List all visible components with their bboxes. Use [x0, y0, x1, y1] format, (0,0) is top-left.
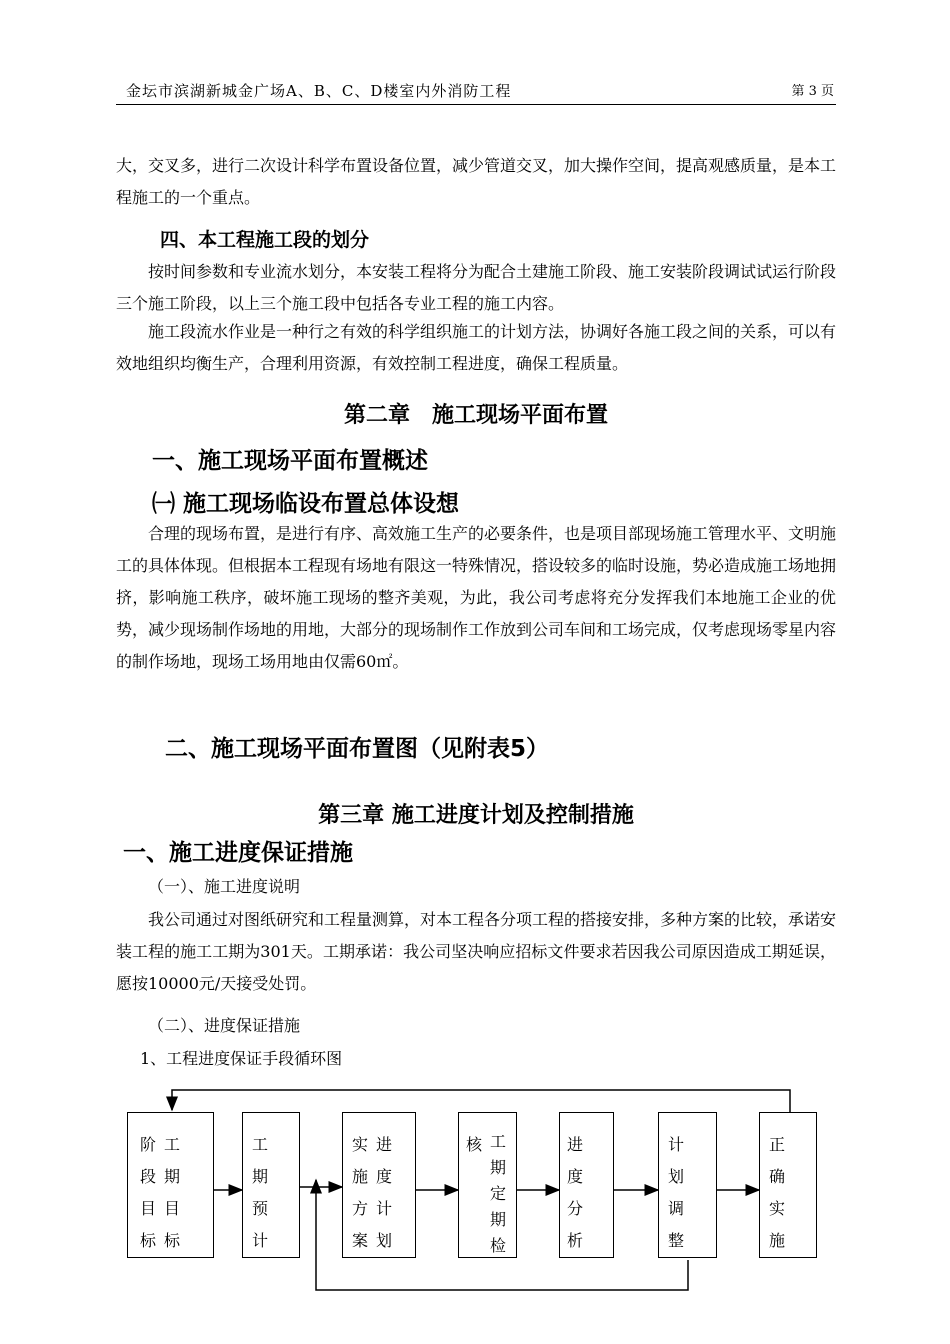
- flow-box-text: 进度分析: [566, 1135, 583, 1250]
- subheading-cycle-diagram: 1、工程进度保证手段循环图: [140, 1049, 343, 1068]
- chapter-3-title: 第三章 施工进度计划及控制措施: [318, 803, 634, 828]
- flow-box-text: 工期定期检: [489, 1132, 506, 1255]
- paragraph-flow-work: 施工段流水作业是一种行之有效的科学组织施工的计划方法，协调好各施工段之间的关系，可以有效地组织均衡生产，合理利用资源，有效控制工程进度，确保工程质量。: [116, 322, 837, 373]
- paragraph-schedule-commitment: 我公司通过对图纸研究和工程量测算，对本工程各分项工程的搭接安排，多种方案的比较，承诺安装工程的施工工期为301天。工期承诺：我公司坚决响应招标文件要求若因我公司原因造成工期延误，愿按10000元/天接受处罚。: [116, 910, 837, 993]
- flow-box-implementation-plan: [342, 1112, 416, 1258]
- flow-box-text: 阶段目标: [139, 1135, 156, 1250]
- flow-box-correct-implementation: [759, 1112, 817, 1258]
- heading-section-4: 四、本工程施工段的划分: [160, 229, 370, 251]
- flow-box-text: 工期目标: [163, 1135, 180, 1250]
- flow-box-text: 实施方案: [351, 1135, 368, 1250]
- flow-box-text: 核: [465, 1135, 482, 1154]
- flow-box-text: 进度计划: [375, 1135, 392, 1250]
- flow-box-progress-analysis: [559, 1112, 614, 1258]
- flow-box-periodic-check: [458, 1112, 517, 1258]
- flow-box-plan-adjustment: [658, 1112, 717, 1258]
- flow-box-text: 正确实施: [768, 1135, 785, 1250]
- page-header: [116, 78, 836, 105]
- header-page-number: 第 3 页: [791, 84, 834, 99]
- heading-schedule-measures: 一、施工进度保证措施: [123, 840, 353, 866]
- subheading-schedule-guarantee: （二）、进度保证措施: [148, 1016, 301, 1035]
- heading-layout-drawing: 二、施工现场平面布置图（见附表5）: [165, 736, 550, 762]
- flow-box-text: 计划调整: [667, 1135, 684, 1250]
- paragraph-continued: 大，交叉多，进行二次设计科学布置设备位置，减少管道交叉，加大操作空间，提高观感质量，是本工程施工的一个重点。: [116, 156, 837, 207]
- header-title: 金坛市滨湖新城金广场A、B、C、D楼室内外消防工程: [126, 82, 512, 100]
- heading-layout-overview: 一、施工现场平面布置概述: [152, 448, 428, 474]
- flow-box-stage-goal: [127, 1112, 214, 1258]
- subheading-schedule-description: （一）、施工进度说明: [148, 877, 301, 896]
- chapter-2-title: 第二章 施工现场平面布置: [343, 403, 608, 428]
- flow-box-duration-estimate: [242, 1112, 300, 1258]
- heading-temporary-facilities: ㈠ 施工现场临设布置总体设想: [152, 491, 460, 517]
- paragraph-site-layout: 合理的现场布置，是进行有序、高效施工生产的必要条件，也是项目部现场施工管理水平、文明施工的具体体现。但根据本工程现有场地有限这一特殊情况，搭设较多的临时设施，势必造成施工场地拥挤，影响施工秩序，破坏施工现场的整齐美观，为此，我公司考虑将充分发挥我们本地施工企业的优势，减少现场制作场地的用地，大部分的现场制作工作放到公司车间和工场完成，仅考虑现场零星内容的制作场地，现场工场用地由仅需60㎡。: [116, 524, 837, 671]
- feedback-top: [172, 1090, 790, 1112]
- flow-box-text: 工期预计: [251, 1135, 268, 1250]
- paragraph-stages: 按时间参数和专业流水划分，本安装工程将分为配合土建施工阶段、施工安装阶段调试试运行阶段三个施工阶段，以上三个施工段中包括各专业工程的施工内容。: [116, 262, 837, 313]
